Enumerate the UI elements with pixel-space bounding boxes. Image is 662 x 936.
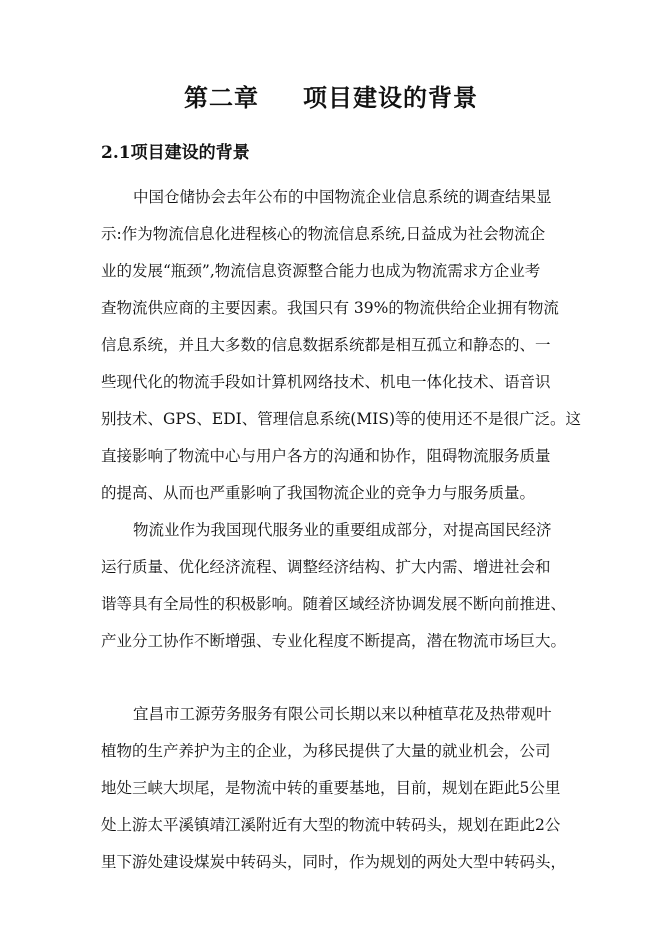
paragraph-1-line: 的提高、从而也严重影响了我国物流企业的竞争力与服务质量。	[101, 484, 536, 502]
chapter-number: 第二章	[184, 83, 259, 112]
paragraph-1-line: 示:作为物流信息化进程核心的物流信息系统,日益成为社会物流企	[101, 225, 546, 243]
paragraph-1-line: 直接影响了物流中心与用户各方的沟通和协作，阻碍物流服务质量	[101, 447, 551, 465]
paragraph-1-line: 查物流供应商的主要因素。我国只有 39%的物流供给企业拥有物流	[101, 299, 559, 317]
paragraph-1-line: 别技术、GPS、EDI、管理信息系统(MIS)等的使用还不是很广泛。这	[101, 410, 582, 428]
paragraph-1-line: 信息系统，并且大多数的信息数据系统都是相互孤立和静态的、一	[101, 336, 551, 354]
chapter-title	[0, 80, 662, 116]
paragraph-1-line: 中国仓储协会去年公布的中国物流企业信息系统的调查结果显	[133, 188, 552, 206]
paragraph-2-line: 运行质量、优化经济流程、调整经济结构、扩大内需、增进社会和	[101, 558, 551, 576]
paragraph-2-line: 产业分工协作不断增强、专业化程度不断提高，潜在物流市场巨大。	[101, 632, 567, 650]
paragraph-2-line: 物流业作为我国现代服务业的重要组成部分，对提高国民经济	[133, 521, 552, 539]
paragraph-3-line: 地处三峡大坝尾，是物流中转的重要基地，目前，规划在距此5公里	[101, 779, 561, 797]
paragraph-3-line: 植物的生产养护为主的企业，为移民提供了大量的就业机会，公司	[101, 742, 551, 760]
paragraph-3-line: 里下游处建设煤炭中转码头，同时，作为规划的两处大型中转码头，	[101, 853, 567, 871]
paragraph-1-line: 业的发展“瓶颈”,物流信息资源整合能力也成为物流需求方企业考	[101, 262, 541, 280]
section-heading: 2.1项目建设的背景	[101, 143, 250, 163]
paragraph-3-line: 处上游太平溪镇靖江溪附近有大型的物流中转码头，规划在距此2公	[101, 816, 561, 834]
paragraph-3-line: 宜昌市工源劳务服务有限公司长期以来以种植草花及热带观叶	[133, 705, 552, 723]
chapter-title-text: 项目建设的背景	[303, 83, 478, 112]
paragraph-2-line: 谐等具有全局性的积极影响。随着区域经济协调发展不断向前推进、	[101, 595, 567, 613]
paragraph-1-line: 些现代化的物流手段如计算机网络技术、机电一体化技术、语音识	[101, 373, 551, 391]
